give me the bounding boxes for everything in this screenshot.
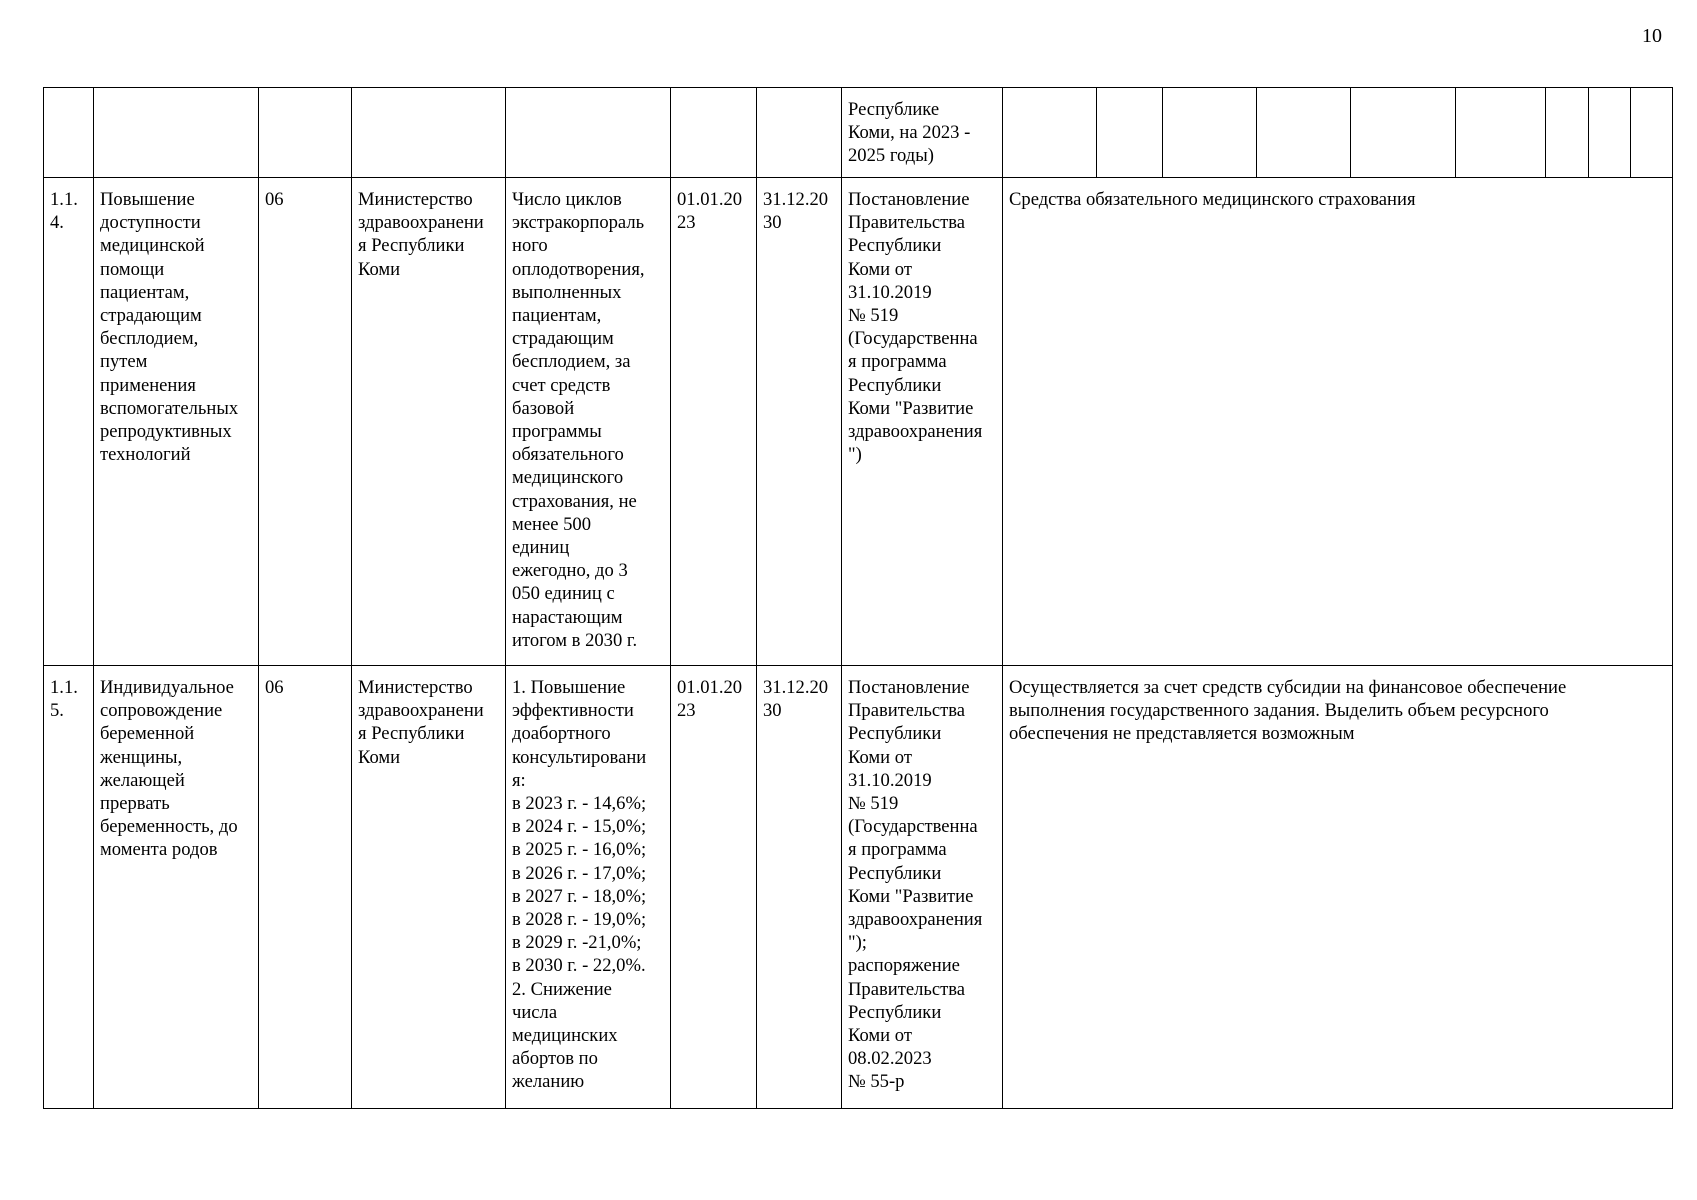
cell-funding: Осуществляется за счет средств субсидии на финансовое обеспечение выполнения государственного задания. Выделить объем ресурсного обеспечения не представляется возможным	[1003, 666, 1673, 1109]
page-number: 10	[1642, 25, 1662, 47]
cell-funding-9	[1631, 88, 1673, 178]
cell-indicator: Число циклов экстракорпораль ного оплодотворения, выполненных пациентам, страдающим бесплодием, за счет средств базовой программы обязательного медицинского страхования, не менее 500 единиц ежегодно, до 3 050 единиц с нарастающим итогом в 2030 г.	[506, 178, 671, 666]
cell-name: Повышение доступности медицинской помощи пациентам, страдающим бесплодием, путем применения вспомогательных репродуктивных технологий	[94, 178, 259, 666]
cell-indicator: 1. Повышение эффективности доабортного консультировани я: в 2023 г. - 14,6%; в 2024 г. - 15,0%; в 2025 г. - 16,0%; в 2026 г. - 17,0%; в 2027 г. - 18,0%; в 2028 г. - 19,0%; в 2029 г. -21,0%; в 2030 г. - 22,0%. 2. Снижение числа медицинских абортов по желанию	[506, 666, 671, 1109]
cell-executor: Министерство здравоохранени я Республики Коми	[352, 666, 506, 1109]
cell-funding-4	[1257, 88, 1351, 178]
cell-funding-2	[1097, 88, 1163, 178]
table-row-1-1-5	[44, 666, 1673, 1109]
cell-end: 31.12.20 30	[757, 178, 842, 666]
cell-funding-8	[1589, 88, 1631, 178]
cell-end	[757, 88, 842, 178]
cell-funding-5	[1351, 88, 1456, 178]
cell-executor	[352, 88, 506, 178]
cell-name: Индивидуальное сопровождение беременной женщины, желающей прервать беременность, до момента родов	[94, 666, 259, 1109]
cell-code	[259, 88, 352, 178]
table-row-1-1-4	[44, 178, 1673, 666]
cell-number	[44, 88, 94, 178]
cell-funding-6	[1456, 88, 1546, 178]
cell-code: 06	[259, 666, 352, 1109]
cell-basis: Постановление Правительства Республики Коми от 31.10.2019 № 519 (Государственна я программа Республики Коми "Развитие здравоохранения ")	[842, 178, 1003, 666]
cell-basis: Постановление Правительства Республики Коми от 31.10.2019 № 519 (Государственна я программа Республики Коми "Развитие здравоохранения "); распоряжение Правительства Республики Коми от 08.02.2023 № 55-р	[842, 666, 1003, 1109]
cell-funding-3	[1163, 88, 1257, 178]
cell-number: 1.1. 4.	[44, 178, 94, 666]
cell-number: 1.1. 5.	[44, 666, 94, 1109]
cell-start: 01.01.20 23	[671, 178, 757, 666]
cell-basis: Республике Коми, на 2023 - 2025 годы)	[842, 88, 1003, 178]
measures-table	[43, 87, 1673, 1109]
cell-funding-7	[1546, 88, 1589, 178]
cell-start: 01.01.20 23	[671, 666, 757, 1109]
cell-end: 31.12.20 30	[757, 666, 842, 1109]
table-row-continuation	[44, 88, 1673, 178]
cell-indicator	[506, 88, 671, 178]
cell-code: 06	[259, 178, 352, 666]
cell-start	[671, 88, 757, 178]
cell-funding: Средства обязательного медицинского страхования	[1003, 178, 1673, 666]
cell-name	[94, 88, 259, 178]
cell-funding-1	[1003, 88, 1097, 178]
cell-executor: Министерство здравоохранени я Республики Коми	[352, 178, 506, 666]
